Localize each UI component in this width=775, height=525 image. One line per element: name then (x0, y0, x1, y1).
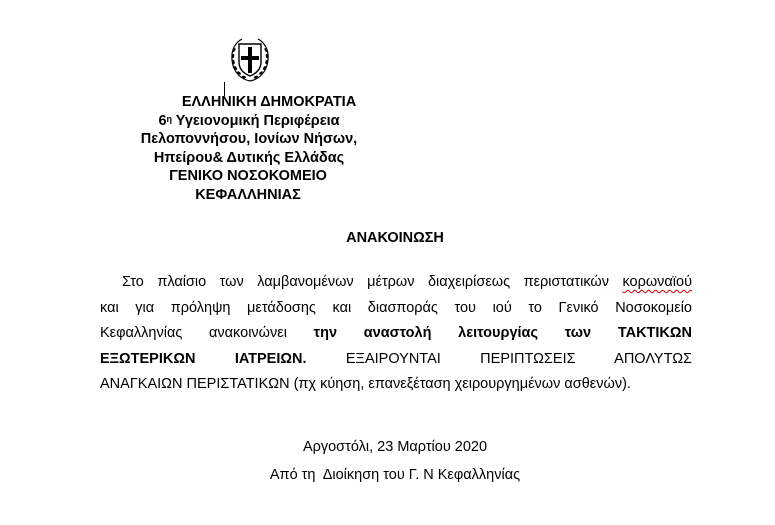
body-line (100, 321, 692, 347)
announcement-title: ΑΝΑΚΟΙΝΩΣΗ (346, 230, 444, 246)
body-text-segment: Στο πλαίσιο των λαμβανομένων μέτρων διαχειρίσεως περιστατικών (122, 274, 623, 290)
announcement-body (100, 270, 692, 398)
health-region-line1 (108, 112, 390, 131)
emphasis-text: ΕΞΩΤΕΡΙΚΩΝ ΙΑΤΡΕΙΩΝ. (100, 350, 307, 367)
place-and-date: Αργοστόλι, 23 Μαρτίου 2020 (302, 439, 488, 455)
region-ordinal-suffix: η (166, 113, 173, 124)
republic-name: ΕΛΛΗΝΙΚΗ ΔΗΜΟΚΡΑΤΙΑ (181, 94, 357, 110)
hospital-name-line1: ΓΕΝΙΚΟ ΝΟΣΟΚΟΜΕΙΟ (169, 168, 327, 184)
body-line: και για πρόληψη μετάδοσης και διασποράς του ιού το Γενικό Νοσοκομείο (100, 299, 692, 316)
health-region-line2: Πελοποννήσου, Ιονίων Νήσων, (140, 131, 358, 147)
hospital-name-line2: ΚΕΦΑΛΛΗΝΙΑΣ (195, 186, 301, 203)
region-number: 6 (158, 112, 167, 129)
body-line: ΑΝΑΓΚΑΙΩΝ ΠΕΡΙΣΤΑΤΙΚΩΝ (πχ κύηση, επανεξέταση χειρουργημένων ασθενών). (100, 376, 631, 393)
letterhead (100, 93, 390, 204)
body-text-segment: Κεφαλληνίας ανακοινώνει (100, 325, 314, 342)
body-text-segment: ΕΞΑΙΡΟΥΝΤΑΙ ΠΕΡΙΠΤΩΣΕΙΣ ΑΠΟΛΥΤΩΣ (306, 350, 692, 367)
signature-line: Από τη Διοίκηση του Γ. Ν Κεφαλληνίας (269, 467, 521, 483)
emphasis-text: την αναστολή λειτουργίας των ΤΑΚΤΙΚΩΝ (313, 325, 692, 342)
health-region-line3: Ηπείρου& Δυτικής Ελλάδας (153, 149, 345, 166)
spellcheck-word: κορωναϊού (622, 274, 692, 290)
greek-emblem-icon (228, 36, 272, 84)
region-name: Υγειονομική Περιφέρεια (172, 112, 340, 129)
body-line (100, 347, 692, 373)
body-line (100, 270, 692, 296)
